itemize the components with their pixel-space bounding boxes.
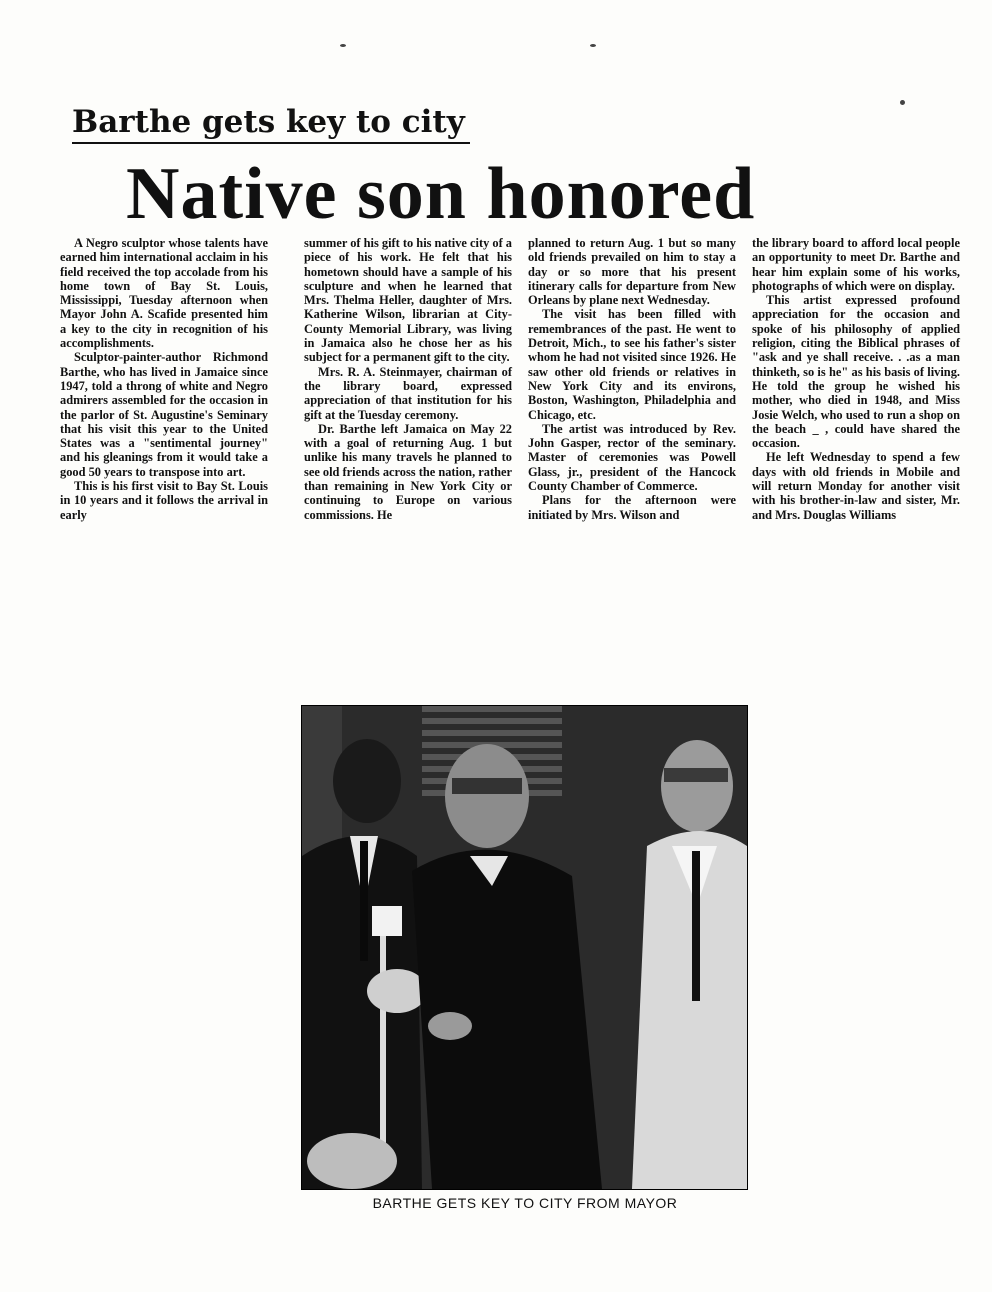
paragraph: The visit has been filled with remembrances of the past. He went to Detroit, Mich., to see his father's sister whom he had not visited since 1926. He saw other old friends or relatives in New York City and its environs, Boston, Washington, Philadelphia and Chicago, etc. bbox=[528, 307, 736, 422]
paragraph: Plans for the afternoon were initiated by Mrs. Wilson and bbox=[528, 493, 736, 522]
scan-speck bbox=[340, 44, 346, 47]
paragraph: This artist expressed profound appreciation for the occasion and spoke of his philosophy of applied religion, citing the Biblical phrases of "ask and ye shall receive. . .as a man thinketh, so is he" as his basis of living. He told the group he wished his mother, who died in 1948, and Miss Josie Welch, who used to run a shop on the beach _ , could have shared the occasion. bbox=[752, 293, 960, 451]
scan-speck bbox=[900, 100, 905, 105]
paragraph: This is his first visit to Bay St. Louis in 10 years and it follows the arrival in early bbox=[60, 479, 268, 522]
article-column-4 bbox=[752, 236, 960, 522]
paragraph: Mrs. R. A. Steinmayer, chairman of the library board, expressed appreciation of that institution for his gift at the Tuesday ceremony. bbox=[304, 364, 512, 422]
article-column-3 bbox=[528, 236, 736, 522]
newspaper-clipping bbox=[56, 96, 960, 656]
photo-caption: BARTHE GETS KEY TO CITY FROM MAYOR bbox=[372, 1195, 678, 1211]
news-photo bbox=[301, 705, 748, 1190]
paragraph: Sculptor-painter-author Richmond Barthe, who has lived in Jamaice since 1947, told a throng of white and Negro admirers assembled for the occasion in the parlor of St. Augustine's Seminary that his visit this year to the United States was a "sentimental journey" and his gleanings from it would take a good 50 years to transpose into art. bbox=[60, 350, 268, 479]
paragraph: The artist was introduced by Rev. John Gasper, rector of the seminary. Master of ceremonies was Powell Glass, jr., president of the Hancock County Chamber of Commerce. bbox=[528, 421, 736, 494]
main-headline: Native son honored bbox=[126, 153, 756, 235]
paragraph: the library board to afford local people an opportunity to meet Dr. Barthe and hear him explain some of his works, photographs of which were on display. bbox=[752, 236, 960, 293]
paragraph: He left Wednesday to spend a few days with old friends in Mobile and will return Monday for another visit with his brother-in-law and sister, Mr. and Mrs. Douglas Williams bbox=[752, 450, 960, 522]
kicker-headline: Barthe gets key to city bbox=[72, 104, 470, 144]
scan-speck bbox=[590, 44, 596, 47]
paragraph: Dr. Barthe left Jamaica on May 22 with a goal of returning Aug. 1 but unlike his many travels he planned to see old friends across the nation, rather than remaining in New York City or continuing to Europe on various commissions. He bbox=[304, 421, 512, 522]
article-body bbox=[60, 236, 960, 656]
paragraph: summer of his gift to his native city of a piece of his work. He felt that his hometown should have a sample of his sculpture and when he learned that Mrs. Thelma Heller, daughter of Mrs. Katherine Wilson, librarian at City-County Memorial Library, was living in Jamaica also he chose her as his subject for a permanent gift to the city. bbox=[304, 236, 512, 365]
paragraph: planned to return Aug. 1 but so many old friends prevailed on him to stay a day or so more that his present itinerary calls for departure from New Orleans by plane next Wednesday. bbox=[528, 236, 736, 308]
photo-illustration bbox=[302, 706, 747, 1189]
article-column-1 bbox=[60, 236, 268, 522]
article-column-2 bbox=[304, 236, 512, 522]
paragraph: A Negro sculptor whose talents have earned him international acclaim in his field received the top accolade from his home town of Bay St. Louis, Mississippi, Tuesday afternoon when Mayor John A. Scafide presented him a key to the city in recognition of his accomplishments. bbox=[60, 236, 268, 351]
